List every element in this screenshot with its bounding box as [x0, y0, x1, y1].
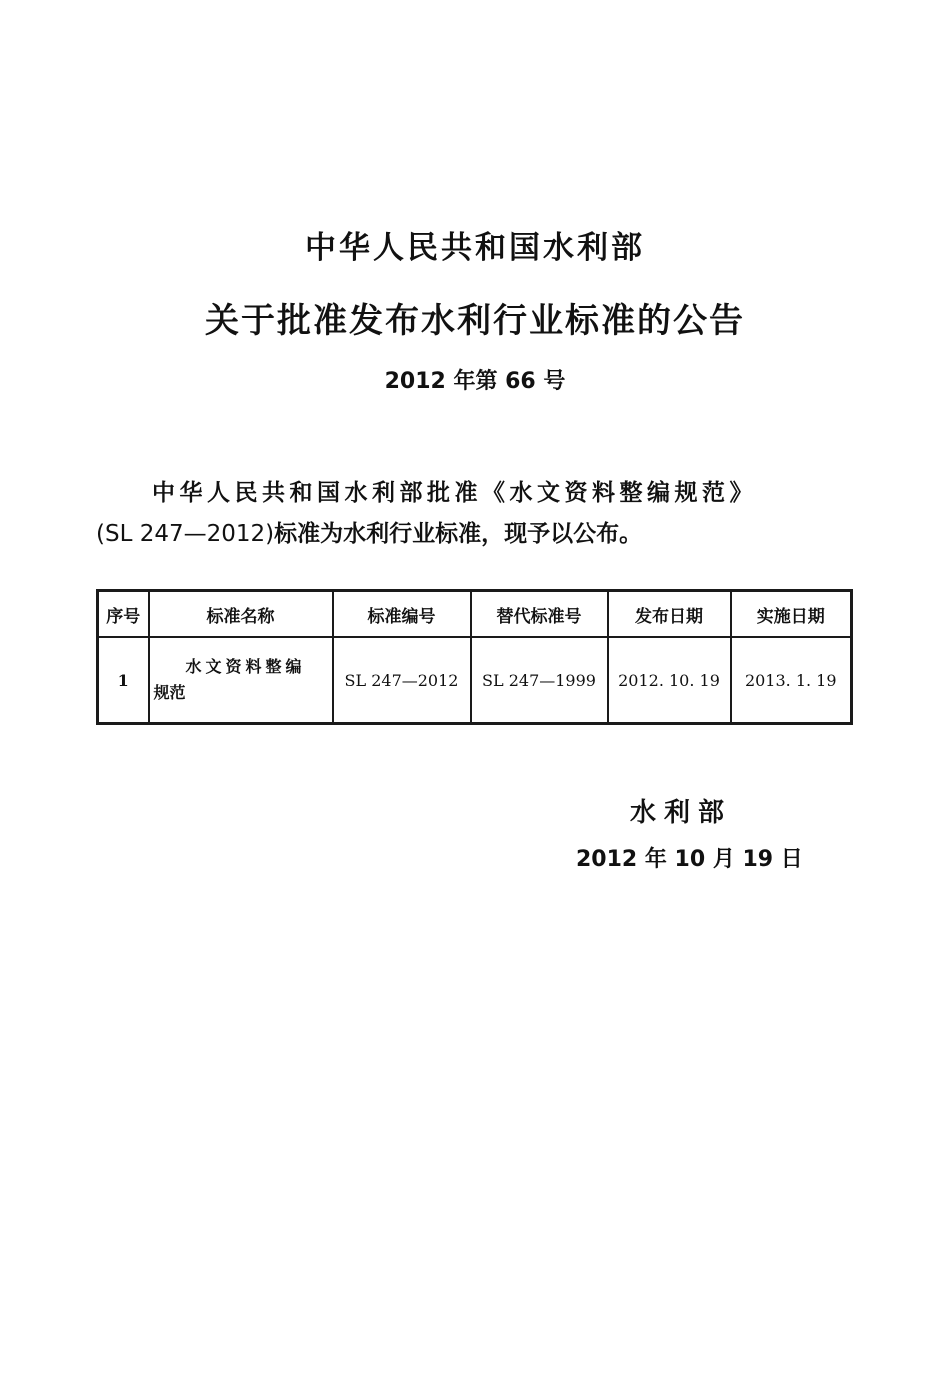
header-effective-date: 实施日期	[731, 591, 852, 638]
header-code: 标准编号	[333, 591, 471, 638]
signer: 水利部	[630, 798, 733, 828]
cell-name-line2: 规范	[153, 683, 186, 702]
signature-date: 2012 年 10 月 19 日	[576, 847, 803, 872]
table-header-row	[98, 591, 852, 638]
standards-table	[96, 589, 853, 725]
notice-title: 关于批准发布水利行业标准的公告	[205, 301, 745, 341]
cell-name-line1: 水文资料整编	[185, 657, 306, 676]
issuer-heading: 中华人民共和国水利部	[305, 230, 645, 266]
cell-publish-date: 2012. 10. 19	[608, 637, 731, 724]
table-row	[98, 637, 852, 724]
body-paragraph-line1: 中华人民共和国水利部批准《水文资料整编规范》	[152, 480, 757, 506]
header-seq: 序号	[98, 591, 149, 638]
cell-effective-date: 2013. 1. 19	[731, 637, 852, 724]
header-replaced: 替代标准号	[471, 591, 608, 638]
cell-seq: 1	[98, 637, 149, 724]
notice-number: 2012 年第 66 号	[384, 369, 566, 394]
header-publish-date: 发布日期	[608, 591, 731, 638]
standard-code-inline: (SL 247—2012)	[96, 521, 275, 547]
cell-replaced: SL 247—1999	[471, 637, 608, 724]
cell-code: SL 247—2012	[333, 637, 471, 724]
body-paragraph-text: 标准为水利行业标准，现予以公布。	[274, 521, 643, 547]
header-name: 标准名称	[149, 591, 333, 638]
body-paragraph-line2	[96, 515, 856, 548]
cell-name	[149, 637, 333, 724]
